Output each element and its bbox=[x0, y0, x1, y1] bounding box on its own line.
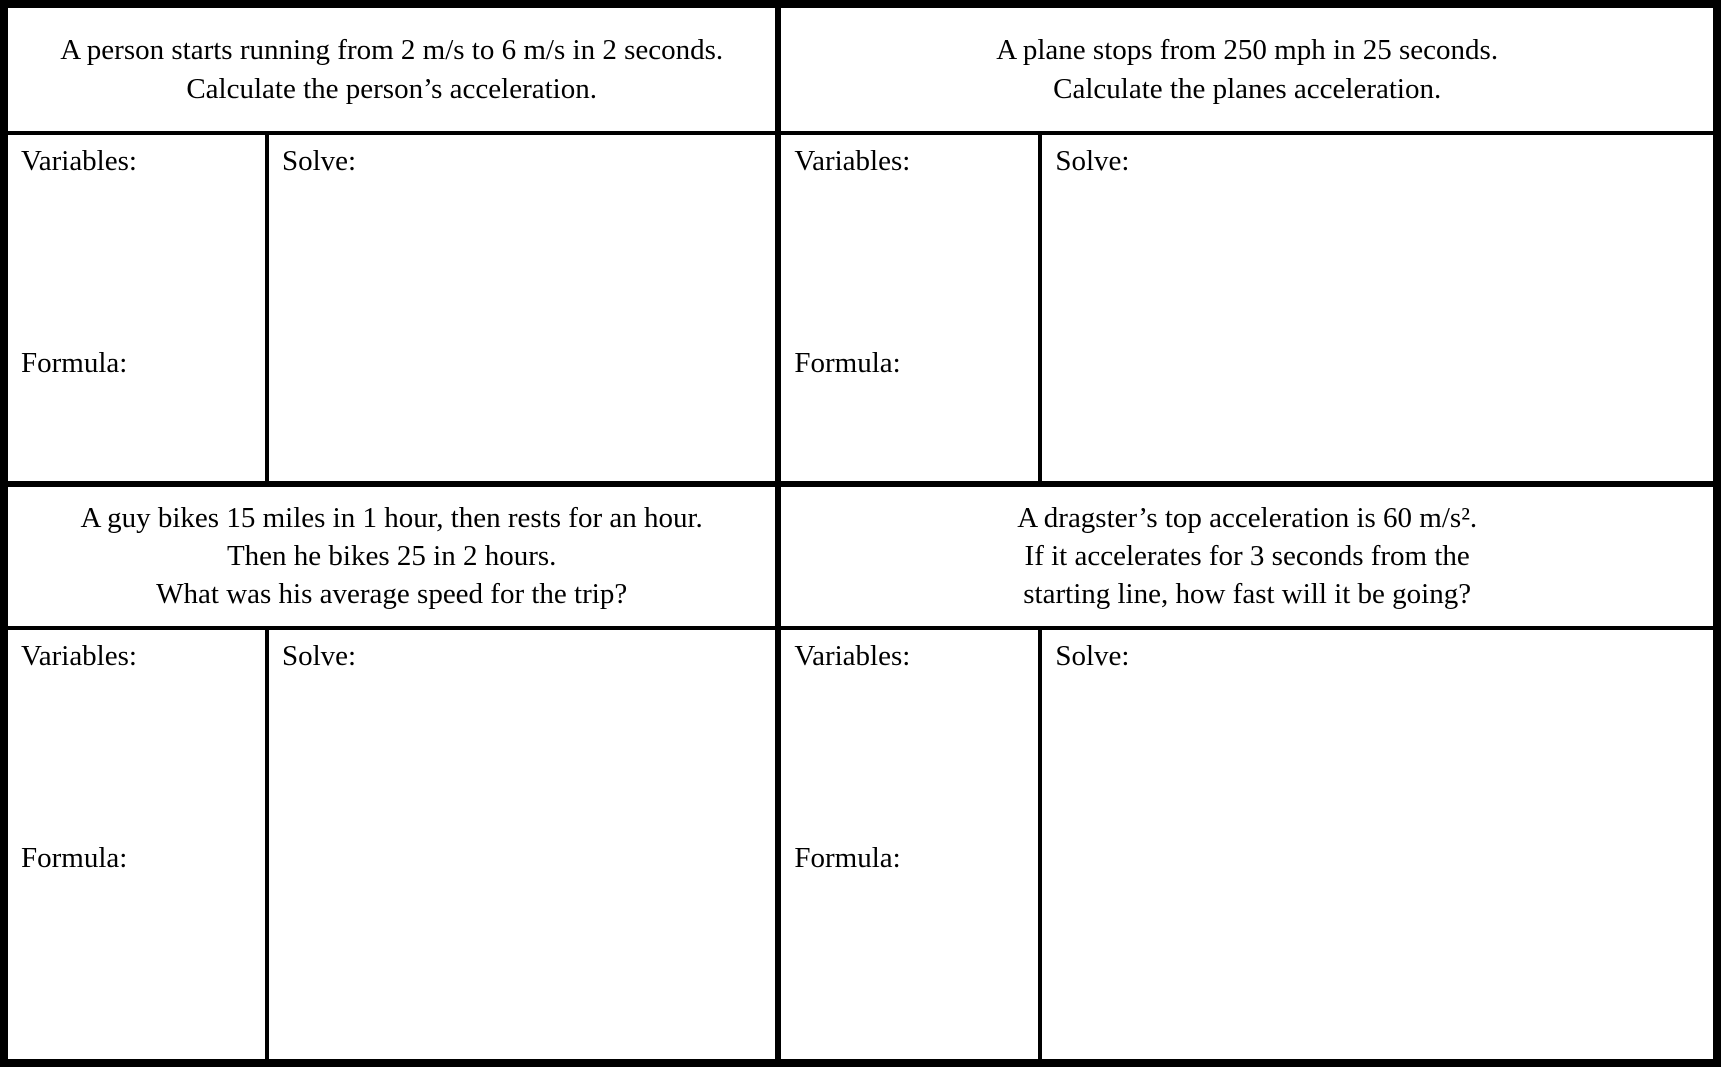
solve-label: Solve: bbox=[282, 145, 357, 177]
variables-label: Variables: bbox=[21, 145, 137, 177]
work-area bbox=[781, 135, 1713, 481]
formula-label: Formula: bbox=[21, 841, 128, 874]
solve-area bbox=[269, 135, 775, 481]
formula-label: Formula: bbox=[21, 347, 128, 379]
variables-area bbox=[8, 630, 269, 1059]
solve-label: Solve: bbox=[282, 639, 357, 672]
solve-label: Solve: bbox=[1055, 145, 1130, 177]
solve-area bbox=[1042, 135, 1713, 481]
problem-card-bike bbox=[5, 484, 778, 1062]
problem-line: Calculate the person’s acceleration. bbox=[186, 72, 597, 105]
variables-area bbox=[8, 135, 269, 481]
variables-label: Variables: bbox=[794, 639, 911, 672]
problem-line: What was his average speed for the trip? bbox=[156, 578, 628, 611]
solve-area bbox=[269, 630, 775, 1059]
problem-line: If it accelerates for 3 seconds from the bbox=[1024, 540, 1470, 573]
problem-line: starting line, how fast will it be going? bbox=[1023, 578, 1472, 611]
problem-line: Then he bikes 25 in 2 hours. bbox=[226, 540, 557, 573]
formula-label: Formula: bbox=[794, 347, 901, 379]
solve-label: Solve: bbox=[1055, 639, 1130, 672]
solve-area bbox=[1042, 630, 1713, 1059]
work-area bbox=[8, 135, 775, 481]
problem-statement bbox=[781, 487, 1713, 630]
variables-area bbox=[781, 630, 1042, 1059]
problem-line: A dragster’s top acceleration is 60 m/s². bbox=[1017, 501, 1478, 534]
problem-statement bbox=[781, 8, 1713, 135]
formula-label: Formula: bbox=[794, 841, 901, 874]
variables-area bbox=[781, 135, 1042, 481]
problem-line: A person starts running from 2 m/s to 6 m/s in 2 seconds. bbox=[60, 34, 724, 67]
problem-card-plane bbox=[778, 5, 1716, 484]
problem-statement bbox=[8, 487, 775, 630]
problem-line: A plane stops from 250 mph in 25 seconds. bbox=[996, 34, 1499, 67]
work-area bbox=[8, 630, 775, 1059]
variables-label: Variables: bbox=[21, 639, 137, 672]
work-area bbox=[781, 630, 1713, 1059]
problem-statement bbox=[8, 8, 775, 135]
problem-card-runner bbox=[5, 5, 778, 484]
problem-card-dragster bbox=[778, 484, 1716, 1062]
problem-line: Calculate the planes acceleration. bbox=[1053, 72, 1442, 105]
variables-label: Variables: bbox=[794, 145, 911, 177]
problem-line: A guy bikes 15 miles in 1 hour, then rests for an hour. bbox=[80, 501, 703, 534]
